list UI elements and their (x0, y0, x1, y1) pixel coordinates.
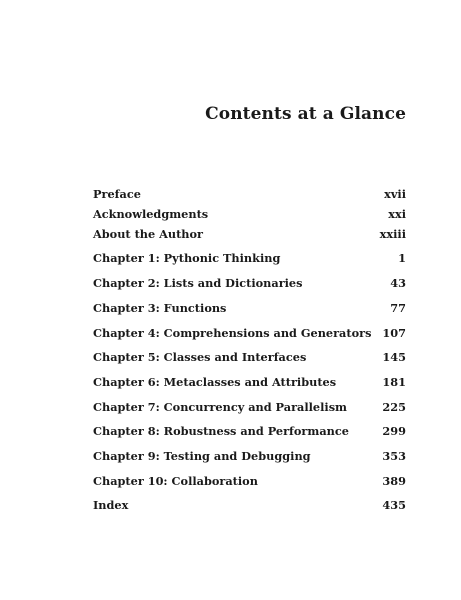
toc-entry-chapter-7 (93, 400, 406, 414)
entry-page-number: 353 (382, 449, 406, 463)
entry-label: Chapter 4: Comprehensions and Generators (93, 326, 372, 340)
toc-entry-chapter-8 (93, 424, 406, 438)
toc-entry-chapter-4 (93, 326, 406, 340)
entry-page-number: 181 (382, 375, 406, 389)
toc-entry-chapter-3 (93, 301, 406, 315)
entry-page-number: 225 (382, 400, 406, 414)
entry-page-number: 145 (382, 350, 406, 364)
entry-page-number: 435 (382, 498, 406, 512)
entry-label: Acknowledgments (93, 207, 209, 221)
toc-entry-chapter-9 (93, 449, 406, 463)
entry-page-number: 107 (382, 326, 406, 340)
entry-label: About the Author (93, 227, 204, 241)
entry-label: Chapter 5: Classes and Interfaces (93, 350, 307, 364)
toc-entry-chapter-2 (93, 276, 406, 290)
page-title: Contents at a Glance (205, 104, 406, 124)
toc-entry-chapter-10 (93, 474, 406, 488)
entry-page-number: 77 (390, 301, 406, 315)
toc-entry-about-the-author (93, 227, 406, 241)
entry-label: Chapter 10: Collaboration (93, 474, 258, 488)
entry-label: Preface (93, 187, 141, 201)
toc-entry-preface (93, 187, 406, 201)
entry-label: Chapter 3: Functions (93, 301, 227, 315)
toc-entry-chapter-6 (93, 375, 406, 389)
entry-label: Chapter 2: Lists and Dictionaries (93, 276, 303, 290)
toc-entry-chapter-5 (93, 350, 406, 364)
entry-label: Index (93, 498, 129, 512)
toc-entry-index (93, 498, 406, 512)
entry-label: Chapter 9: Testing and Debugging (93, 449, 311, 463)
toc-entry-chapter-1 (93, 251, 406, 265)
toc-entry-acknowledgments (93, 207, 406, 221)
entry-page-number: xxiii (379, 227, 406, 241)
entry-label: Chapter 7: Concurrency and Parallelism (93, 400, 348, 414)
entry-page-number: xxi (388, 207, 406, 221)
entry-page-number: 389 (382, 474, 406, 488)
entry-page-number: 43 (390, 276, 406, 290)
entry-page-number: 299 (382, 424, 406, 438)
entry-page-number: xvii (384, 187, 406, 201)
entry-label: Chapter 1: Pythonic Thinking (93, 251, 281, 265)
entry-page-number: 1 (398, 251, 406, 265)
entry-label: Chapter 6: Metaclasses and Attributes (93, 375, 337, 389)
entry-label: Chapter 8: Robustness and Performance (93, 424, 349, 438)
